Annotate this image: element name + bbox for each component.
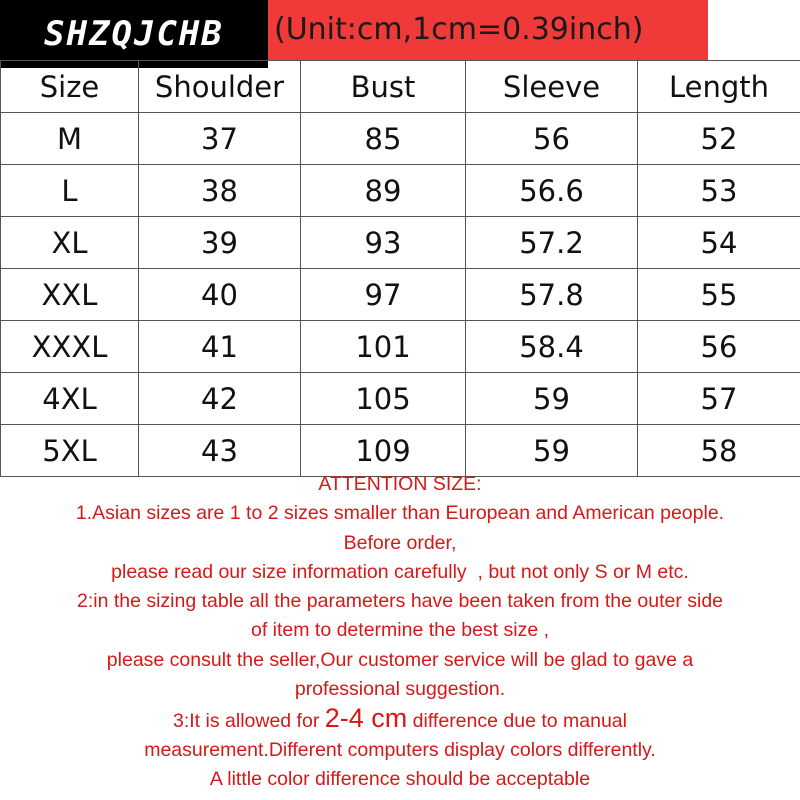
tolerance-highlight: 2-4 cm [324,703,408,734]
table-cell: 53 [638,165,800,217]
table-cell: 52 [638,113,800,165]
size-table [0,60,800,477]
table-row [1,165,800,217]
attention-title: ATTENTION SIZE: [318,473,482,495]
table-cell: 85 [301,113,466,165]
note-line: please read our size information carefully , but not only S or M etc. [111,560,689,583]
note-line: please consult the seller,Our customer service will be glad to gave a [106,648,694,671]
note-line: 1.Asian sizes are 1 to 2 sizes smaller than European and American people. [75,502,725,525]
table-cell: 38 [139,165,301,217]
table-header-row [1,61,800,113]
table-cell: 42 [139,373,301,425]
note-line: of item to determine the best size , [250,619,550,642]
table-cell: 5XL [1,425,139,477]
point3-prefix: 3:It is allowed for [173,710,325,733]
note-line: A little color difference should be acceptable [209,768,591,791]
note-line: measurement.Different computers display colors differently. [144,739,656,762]
table-row [1,113,800,165]
note-line: 2:in the sizing table all the parameters have been taken from the outer side [76,590,724,613]
table-cell: 58.4 [466,321,638,373]
table-cell: XL [1,217,139,269]
column-header: Sleeve [466,61,638,113]
table-cell: 4XL [1,373,139,425]
column-header: Shoulder [139,61,301,113]
table-cell: 89 [301,165,466,217]
table-cell: 54 [638,217,800,269]
table-cell: 57.8 [466,269,638,321]
note-line: Before order, [343,531,457,554]
column-header: Bust [301,61,466,113]
table-cell: 57 [638,373,800,425]
table-cell: 39 [139,217,301,269]
header-banner [0,0,800,68]
table-cell: 43 [139,425,301,477]
brand-logo: SHZQJCHB [0,0,268,68]
column-header: Length [638,61,800,113]
table-cell: 41 [139,321,301,373]
note-point3 [0,704,800,736]
table-cell: 57.2 [466,217,638,269]
table-cell: 56.6 [466,165,638,217]
table-row [1,321,800,373]
table-cell: 105 [301,373,466,425]
note-line: professional suggestion. [294,678,506,701]
table-cell: 58 [638,425,800,477]
table-cell: XXXL [1,321,139,373]
table-cell: M [1,113,139,165]
point3-suffix: difference due to manual [407,710,627,733]
table-cell: XXL [1,269,139,321]
table-row [1,217,800,269]
table-cell: 56 [466,113,638,165]
table-cell: 37 [139,113,301,165]
table-cell: 109 [301,425,466,477]
unit-note: (Unit:cm,1cm=0.39inch) [268,0,708,60]
table-cell: 56 [638,321,800,373]
table-cell: 55 [638,269,800,321]
table-cell: 97 [301,269,466,321]
table-cell: 40 [139,269,301,321]
table-row [1,269,800,321]
column-header: Size [1,61,139,113]
table-row [1,425,800,477]
table-row [1,373,800,425]
table-cell: 59 [466,425,638,477]
table-cell: 101 [301,321,466,373]
table-cell: 59 [466,373,638,425]
attention-notes [0,470,800,800]
table-cell: 93 [301,217,466,269]
table-cell: L [1,165,139,217]
